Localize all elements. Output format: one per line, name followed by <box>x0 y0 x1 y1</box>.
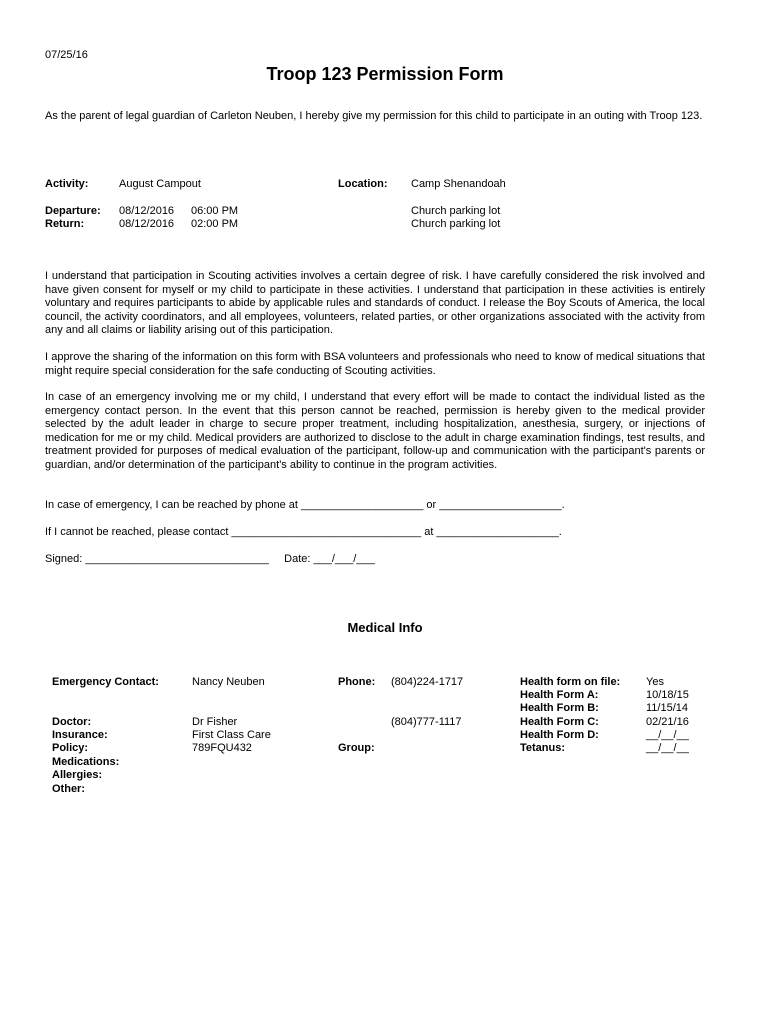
intro-paragraph: As the parent of legal guardian of Carleton Neuben, I hereby give my permission for this child to participate in an outing with Troop 123. <box>45 110 703 122</box>
return-date: 08/12/2016 <box>119 218 175 230</box>
doctor-label: Doctor: <box>52 716 92 728</box>
departure-date: 08/12/2016 <box>119 205 175 217</box>
insurance-value: First Class Care <box>192 729 271 741</box>
health-form-c-value: 02/21/16 <box>646 716 689 728</box>
departure-place: Church parking lot <box>411 205 501 217</box>
insurance-label: Insurance: <box>52 729 108 741</box>
health-form-b-value: 11/15/14 <box>646 702 689 714</box>
activity-label: Activity: <box>45 178 89 190</box>
medications-label: Medications: <box>52 756 120 768</box>
form-date: 07/25/16 <box>45 49 88 61</box>
return-label: Return: <box>45 218 85 230</box>
phone-value: (804)224-1717 <box>391 676 464 688</box>
departure-label: Departure: <box>45 205 101 217</box>
form-title: Troop 123 Permission Form <box>266 64 504 84</box>
signature-line: Signed: ______________________________ Date: ___/___/___ <box>45 553 375 565</box>
emergency-contact-label: Emergency Contact: <box>52 676 159 688</box>
health-form-d-label: Health Form D: <box>520 729 599 741</box>
policy-label: Policy: <box>52 742 89 754</box>
risk-paragraph: I understand that participation in Scouting activities involves a certain degree of risk. I have carefully considered the risk involved and have given consent for myself or my child to participate in these activities. I understand that participation in these activities is entirely voluntary and requires participants to abide by applicable rules and standards of conduct. I release the Boy Scouts of America, the local council, the activity coordinators, and all employees, volunteers, related parties, or other organizations associated with the activity from any and all claims or liability arising out of this participation. <box>45 270 705 336</box>
health-form-a-label: Health Form A: <box>520 689 599 701</box>
health-form-d-value: __/__/__ <box>646 729 689 741</box>
location-label: Location: <box>338 178 388 190</box>
health-form-on-file-label: Health form on file: <box>520 676 621 688</box>
group-label: Group: <box>338 742 375 754</box>
sharing-paragraph: I approve the sharing of the information on this form with BSA volunteers and professionals who need to know of medical situations that might require special consideration for the safe conducting of Scouting activities. <box>45 351 705 377</box>
activity-value: August Campout <box>119 178 201 190</box>
departure-time: 06:00 PM <box>191 205 239 217</box>
health-form-a-value: 10/18/15 <box>646 689 689 701</box>
health-form-on-file-value: Yes <box>646 676 664 688</box>
health-form-c-label: Health Form C: <box>520 716 599 728</box>
allergies-label: Allergies: <box>52 769 103 781</box>
doctor-value: Dr Fisher <box>192 716 238 728</box>
other-label: Other: <box>52 783 85 795</box>
medical-info-heading: Medical Info <box>347 620 423 635</box>
tetanus-label: Tetanus: <box>520 742 566 754</box>
emergency-contact-value: Nancy Neuben <box>192 676 265 688</box>
policy-value: 789FQU432 <box>192 742 252 754</box>
phone-label: Phone: <box>338 676 376 688</box>
tetanus-value: __/__/__ <box>646 742 689 754</box>
health-form-b-label: Health Form B: <box>520 702 599 714</box>
doctor-phone: (804)777-1117 <box>391 716 462 728</box>
alt-contact-line: If I cannot be reached, please contact _______________________________ at ____________________. <box>45 526 562 538</box>
return-place: Church parking lot <box>411 218 501 230</box>
return-time: 02:00 PM <box>191 218 239 230</box>
location-value: Camp Shenandoah <box>411 178 506 190</box>
emergency-phone-line: In case of emergency, I can be reached by phone at ____________________ or ____________________. <box>45 499 565 511</box>
emergency-paragraph: In case of an emergency involving me or my child, I understand that every effort will be made to contact the individual listed as the emergency contact person. In the event that this person cannot be reached, permission is hereby given to the medical provider selected by the adult leader in charge to secure proper treatment, including hospitalization, anesthesia, surgery, or injections of medication for me or my child. Medical providers are authorized to disclose to the adult in charge examination findings, test results, and treatment provided for purposes of medical evaluation of the participant, follow-up and communication with the participant's parents or guardian, and/or determination of the participant's ability to continue in the program activities. <box>45 391 705 471</box>
